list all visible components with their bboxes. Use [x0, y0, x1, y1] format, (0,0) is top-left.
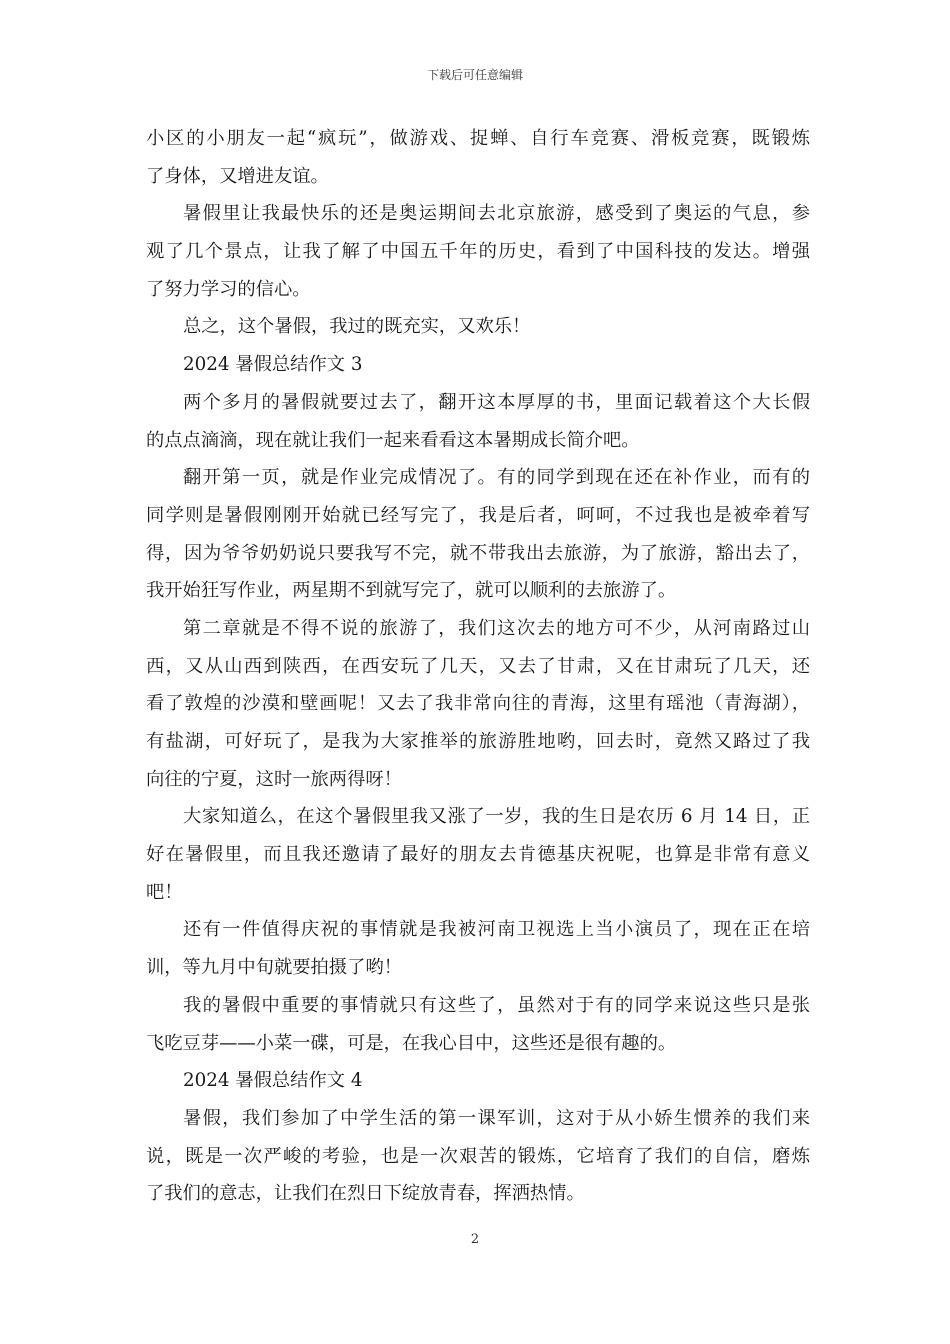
text-line: 同学则是暑假刚刚开始就已经写完了，我是后者，呵呵，不过我也是被牵着写: [146, 504, 810, 526]
text-line: 向往的宁夏，这时一旅两得呀！: [146, 768, 402, 790]
text-line: 2024 暑假总结作文 3: [183, 354, 363, 376]
text-line: 暑假，我们参加了中学生活的第一课军训，这对于从小娇生惯养的我们来: [183, 1107, 810, 1129]
text-line: 训，等九月中旬就要拍摄了哟！: [146, 957, 402, 979]
page-number: 2: [470, 1232, 480, 1247]
text-line: 看了敦煌的沙漠和壁画呢！又去了我非常向往的青海，这里有瑶池（青海湖），: [146, 693, 810, 715]
text-line: 得，因为爷爷奶奶说只要我写不完，就不带我出去旅游，为了旅游，豁出去了，: [146, 542, 810, 564]
text-line: 翻开第一页，就是作业完成情况了。有的同学到现在还在补作业，而有的: [183, 467, 810, 489]
text-line: 两个多月的暑假就要过去了，翻开这本厚厚的书，里面记载着这个大长假: [183, 391, 810, 413]
text-line: 了身体，又增进友谊。: [146, 165, 329, 187]
text-line: 小区的小朋友一起“疯玩”，做游戏、捉蝉、自行车竞赛、滑板竞赛，既锻炼: [146, 128, 810, 149]
text-line: 观了几个景点，让我了解了中国五千年的历史，看到了中国科技的发达。增强: [146, 241, 810, 263]
text-line: 还有一件值得庆祝的事情就是我被河南卫视选上当小演员了，现在正在培: [183, 919, 810, 941]
text-line: 总之，这个暑假，我过的既充实，又欢乐！: [183, 316, 531, 338]
text-line: 飞吃豆芽——小菜一碟，可是，在我心目中，这些还是很有趣的。: [146, 1032, 677, 1054]
text-line: 西，又从山西到陕西，在西安玩了几天，又去了甘肃，又在甘肃玩了几天，还: [146, 655, 810, 677]
text-line: 暑假里让我最快乐的还是奥运期间去北京旅游，感受到了奥运的气息，参: [183, 203, 810, 225]
document-body: [146, 120, 810, 1213]
page-header: 下载后可任意编辑: [426, 68, 523, 82]
text-line: 了努力学习的信心。: [146, 278, 311, 300]
text-line: 我的暑假中重要的事情就只有这些了，虽然对于有的同学来说这些只是张: [183, 994, 810, 1016]
text-line: 的点点滴滴，现在就让我们一起来看看这本暑期成长简介吧。: [146, 429, 640, 451]
text-line: 吧！: [146, 881, 183, 903]
text-line: 好在暑假里，而且我还邀请了最好的朋友去肯德基庆祝呢，也算是非常有意义: [146, 844, 810, 866]
text-line: 2024 暑假总结作文 4: [183, 1070, 363, 1092]
text-line: 大家知道么，在这个暑假里我又涨了一岁，我的生日是农历 6 月 14 日，正: [183, 806, 810, 828]
text-line: 有盐湖，可好玩了，是我为大家推举的旅游胜地哟，回去时，竟然又路过了我: [146, 731, 810, 752]
text-line: 了我们的意志，让我们在烈日下绽放青春，挥洒热情。: [146, 1183, 585, 1205]
text-line: 我开始狂写作业，两星期不到就写完了，就可以顺利的去旅游了。: [146, 580, 677, 602]
text-line: 第二章就是不得不说的旅游了，我们这次去的地方可不少，从河南路过山: [183, 617, 810, 639]
text-line: 说，既是一次严峻的考验，也是一次艰苦的锻炼，它培育了我们的自信，磨炼: [146, 1145, 810, 1167]
